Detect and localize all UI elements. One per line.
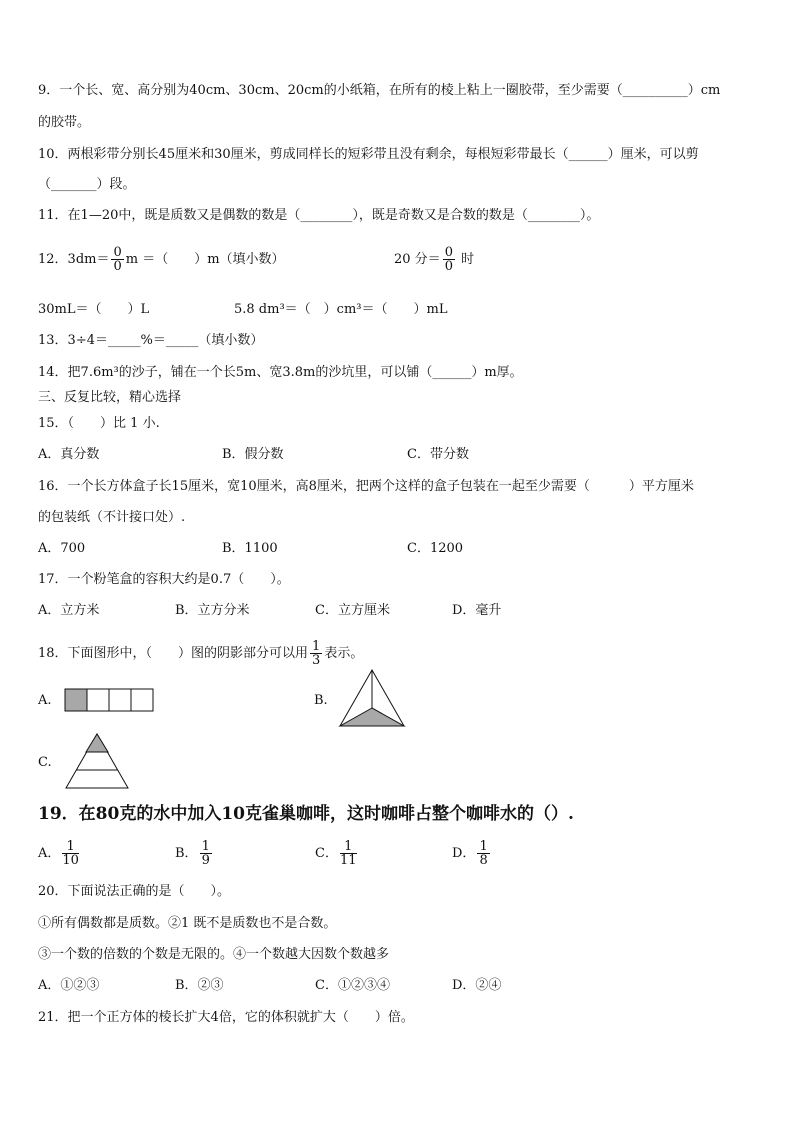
q19-c-den: 11 <box>339 853 357 868</box>
q17-option-d: D．毫升 <box>452 603 502 618</box>
q12-b-fraction <box>443 246 455 273</box>
q21: 21．把一个正方体的棱长扩大4倍，它的体积就扩大（ ）倍。 <box>38 1010 414 1025</box>
q12-part-a <box>38 246 285 273</box>
q20-option-c: C．①②③④ <box>315 978 390 993</box>
q17-stem: 17．一个粉笔盒的容积大约是0.7（ ）。 <box>38 572 290 587</box>
q19-c-num: 1 <box>340 840 357 854</box>
q19-option-a <box>38 840 81 867</box>
q18-label-b: B. <box>314 693 328 708</box>
section-heading: 三、反复比较，精心选择 <box>38 390 182 405</box>
q12-a-fraction <box>111 246 123 273</box>
q12-part-c: 30mL＝（ ）L <box>38 302 150 317</box>
figure-a-cell <box>87 689 109 711</box>
q12-a-post: m ＝（ ）m（填小数） <box>125 252 285 267</box>
q19-b-fraction <box>200 840 212 867</box>
q19-b-num: 1 <box>201 839 210 854</box>
q14: 14．把7.6m³的沙子，铺在一个长5m、宽3.8m的沙坑里，可以铺（______）m厚。 <box>38 365 523 380</box>
q17-option-a: A．立方米 <box>38 603 100 618</box>
q18-frac-num: 1 <box>312 639 321 654</box>
q18-figure-b <box>338 668 406 730</box>
figure-a-cell <box>131 689 153 711</box>
q18-figure-a <box>64 688 156 714</box>
q20-stem: 20．下面说法正确的是（ ）。 <box>38 884 231 899</box>
q18-fraction <box>310 640 322 667</box>
q19-c-fraction <box>340 840 357 867</box>
q13: 13．3÷4＝_____%＝_____（填小数） <box>38 333 264 348</box>
q10-line2: （_______）段。 <box>38 177 136 192</box>
q12-a-den: 0 <box>113 259 122 274</box>
q19-a-letter: A． <box>38 846 61 861</box>
q18-label-a: A. <box>38 693 52 708</box>
q17-option-b: B．立方分米 <box>175 603 250 618</box>
q12-a-num: 0 <box>113 245 122 260</box>
q19-stem: 19．在80克的水中加入10克雀巢咖啡，这时咖啡占整个咖啡水的（）. <box>38 804 574 824</box>
q12-part-b <box>394 246 474 273</box>
q19-b-letter: B． <box>175 846 198 861</box>
q12-a-pre: 12．3dm＝ <box>38 252 110 267</box>
q12-b-den: 0 <box>444 259 453 274</box>
q9-line1: 9．一个长、宽、高分别为40cm、30cm、20cm的小纸箱，在所有的棱上粘上一圈胶带，至少需要（__________）cm <box>38 83 721 98</box>
q12-b-num: 0 <box>444 245 453 260</box>
q16-line2: 的包装纸（不计接口处）. <box>38 510 186 525</box>
q19-d-num: 1 <box>479 839 488 854</box>
q20-statement-line1: ①所有偶数都是质数。②1 既不是质数也不是合数。 <box>38 916 337 931</box>
q20-option-b: B．②③ <box>175 978 224 993</box>
q15-stem: 15．（ ）比 1 小. <box>38 416 160 431</box>
q18-stem <box>38 640 363 667</box>
q18-frac-den: 3 <box>312 653 321 668</box>
q19-c-letter: C． <box>315 846 338 861</box>
q19-d-letter: D． <box>452 846 476 861</box>
q15-option-b: B．假分数 <box>222 447 284 462</box>
figure-c-shaded-top <box>86 734 108 752</box>
q20-option-a: A．①②③ <box>38 978 100 993</box>
q19-a-fraction <box>62 840 79 867</box>
q16-option-b: B．1100 <box>222 541 278 556</box>
q18-label-c: C. <box>38 755 52 770</box>
q20-statement-line2: ③一个数的倍数的个数是无限的。④一个数越大因数个数越多 <box>38 947 390 962</box>
q20-option-d: D．②④ <box>452 978 502 993</box>
q10-line1: 10．两根彩带分别长45厘米和30厘米，剪成同样长的短彩带且没有剩余，每根短彩带最长（______）厘米，可以剪 <box>38 147 699 162</box>
q12-b-pre: 20 分＝ <box>394 252 441 267</box>
q19-b-den: 9 <box>201 853 210 868</box>
figure-a-shaded-cell <box>65 689 87 711</box>
q18-stem-post: 表示。 <box>324 646 364 661</box>
q19-a-num: 1 <box>62 840 79 854</box>
figure-a-cell <box>109 689 131 711</box>
q9-line2: 的胶带。 <box>38 115 91 130</box>
q16-option-a: A．700 <box>38 541 86 556</box>
q19-option-d <box>452 840 492 867</box>
q12-b-post: 时 <box>456 252 475 267</box>
q11: 11．在1—20中，既是质数又是偶数的数是（________），既是奇数又是合数的数是（________）。 <box>38 208 600 223</box>
q16-line1: 16．一个长方体盒子长15厘米，宽10厘米，高8厘米，把两个这样的盒子包装在一起至少需要（ ）平方厘米 <box>38 479 694 494</box>
q19-option-b <box>175 840 214 867</box>
q19-d-fraction <box>477 840 489 867</box>
q18-figure-c <box>64 732 130 790</box>
q15-option-a: A．真分数 <box>38 447 100 462</box>
q17-option-c: C．立方厘米 <box>315 603 390 618</box>
q16-option-c: C．1200 <box>407 541 464 556</box>
q18-stem-pre: 18．下面图形中，（ ）图的阴影部分可以用 <box>38 646 309 661</box>
q19-a-den: 10 <box>62 853 79 868</box>
q15-option-c: C．带分数 <box>407 447 469 462</box>
q19-d-den: 8 <box>479 853 488 868</box>
q12-part-d: 5.8 dm³＝（ ）cm³＝（ ）mL <box>234 302 448 317</box>
q19-option-c <box>315 840 359 867</box>
